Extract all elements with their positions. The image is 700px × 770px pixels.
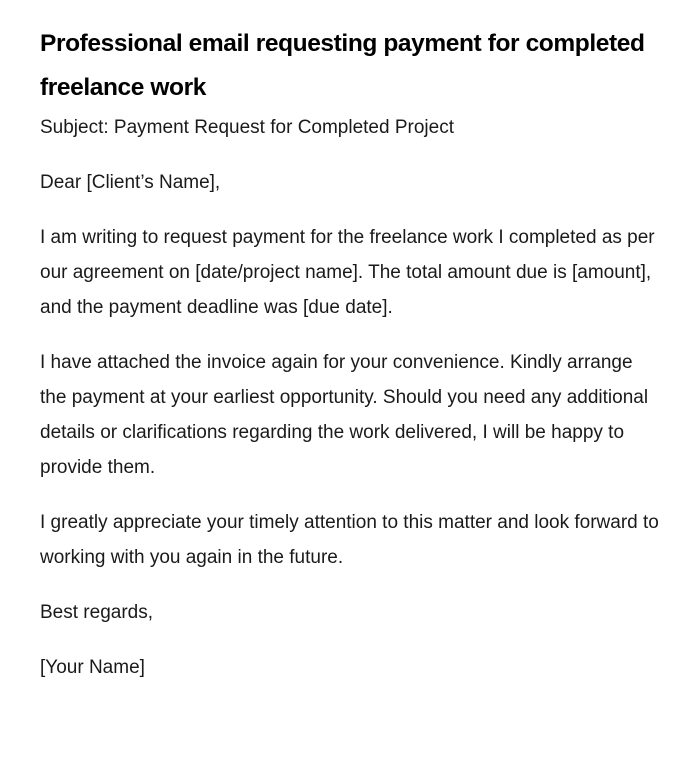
email-body-paragraph-2: I have attached the invoice again for your convenience. Kindly arrange the payment at your earliest opportunity. Should you need any additional details or clarifications regarding the work delivered, I will be happy to provide them. xyxy=(40,352,649,478)
email-greeting: Dear [Client’s Name], xyxy=(40,172,221,193)
email-signature: [Your Name] xyxy=(40,657,145,678)
email-subject-line: Subject: Payment Request for Completed Project xyxy=(40,117,454,138)
email-body-paragraph-3: I greatly appreciate your timely attention to this matter and look forward to working with you again in the future. xyxy=(40,512,659,568)
email-body-paragraph-1: I am writing to request payment for the freelance work I completed as per our agreement on [date/project name]. The total amount due is [amount], and the payment deadline was [due date]. xyxy=(40,227,655,318)
email-closing: Best regards, xyxy=(40,602,153,623)
page-title: Professional email requesting payment for completed freelance work xyxy=(40,30,645,101)
